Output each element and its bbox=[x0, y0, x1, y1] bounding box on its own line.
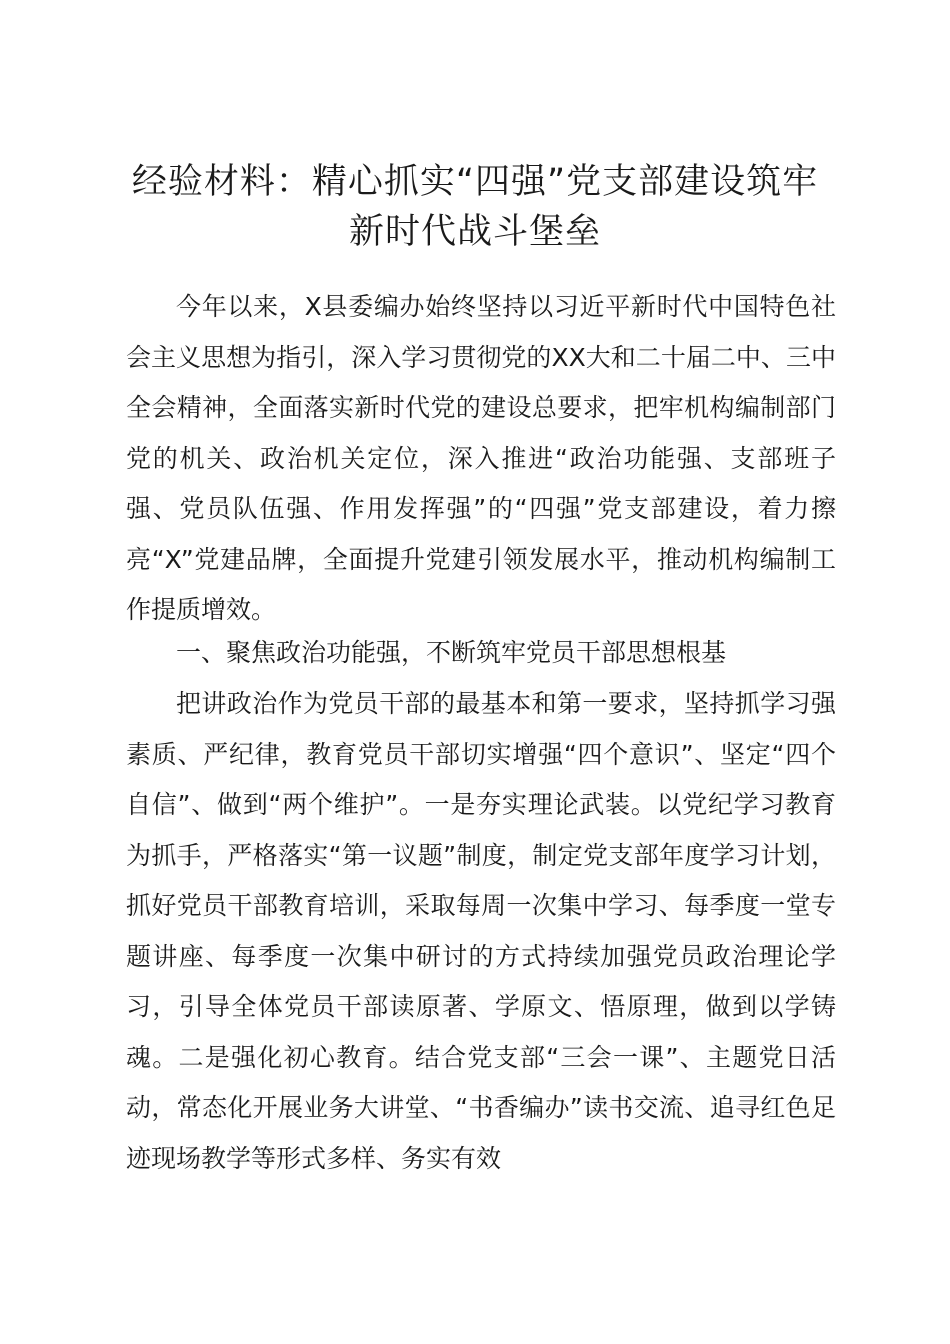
section-heading-1: 一、聚焦政治功能强，不断筑牢党员干部思想根基 bbox=[176, 638, 727, 667]
document-title-line-2: 新时代战斗堡垒 bbox=[348, 212, 601, 252]
intro-paragraph: 今年以来，X县委编办始终坚持以习近平新时代中国特色社会主义思想为指引，深入学习贯彻党的XX大和二十届二中、三中全会精神，全面落实新时代党的建设总要求，把牢机构编制部门党的机关、政治机关定位，深入推进“政治功能强、支部班子强、党员队伍强、作用发挥强”的“四强”党支部建设，着力擦亮“X”党建品牌，全面提升党建引领发展水平，推动机构编制工作提质增效。 bbox=[126, 292, 836, 624]
document-title-line-1: 经验材料：精心抓实“四强”党支部建设筑牢 bbox=[131, 162, 819, 202]
section-1-paragraph: 把讲政治作为党员干部的最基本和第一要求，坚持抓学习强素质、严纪律，教育党员干部切实增强“四个意识”、坚定“四个自信”、做到“两个维护”。一是夯实理论武装。以党纪学习教育为抓手，严格落实“第一议题”制度，制定党支部年度学习计划，抓好党员干部教育培训，采取每周一次集中学习、每季度一堂专题讲座、每季度一次集中研讨的方式持续加强党员政治理论学习，引导全体党员干部读原著、学原文、悟原理，做到以学铸魂。二是强化初心教育。结合党支部“三会一课”、主题党日活动，常态化开展业务大讲堂、“书香编办”读书交流、追寻红色足迹现场教学等形式多样、务实有效 bbox=[126, 689, 836, 1173]
